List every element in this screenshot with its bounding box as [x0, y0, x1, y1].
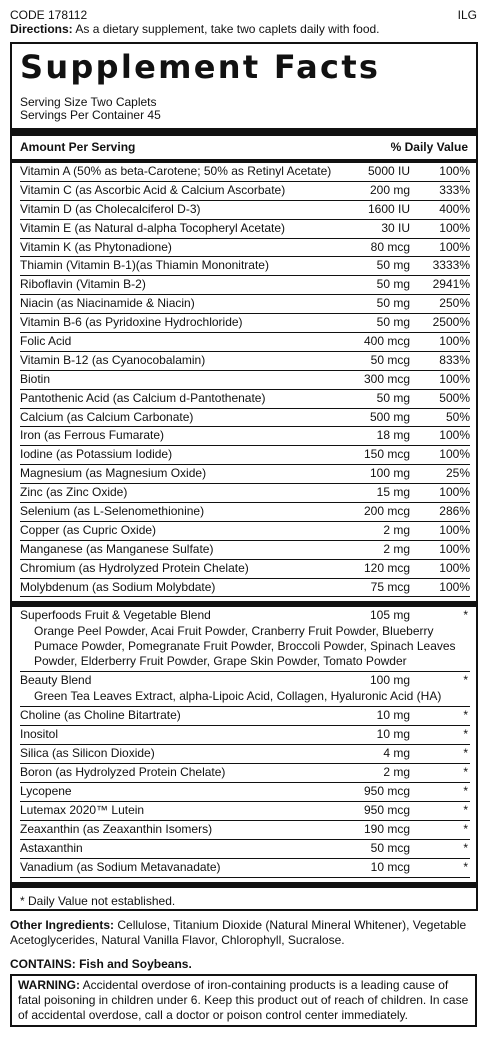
other-ingredients-text: Cellulose, Titanium Dioxide (Natural Mineral Whitener), Vegetable Acetoglycerides, Natural Vanilla Flavor, Chlorophyll, Sucralose.: [10, 918, 467, 947]
nutrient-amount: 50 mg: [376, 390, 410, 405]
nutrient-amount: 105 mg: [369, 608, 410, 623]
nutrient-amount: 18 mg: [376, 428, 410, 443]
nutrient-name: Molybdenum (as Sodium Molybdate): [20, 579, 216, 594]
nutrient-daily-value: 100%: [439, 428, 470, 443]
nutrient-name: Zeaxanthin (as Zeaxanthin Isomers): [20, 821, 213, 836]
nutrient-name: Vitamin E (as Natural d-alpha Tocopheryl Acetate): [20, 220, 286, 235]
nutrient-row: [20, 390, 470, 409]
nutrient-name: Vitamin C (as Ascorbic Acid & Calcium Ascorbate): [20, 182, 286, 197]
nutrient-amount: 50 mg: [376, 296, 410, 311]
nutrient-row: [20, 541, 470, 560]
other-ingredients: [10, 918, 477, 948]
nutrient-name: Pantothenic Acid (as Calcium d-Pantothenate): [20, 390, 266, 405]
serving-size: Serving Size Two Caplets: [20, 95, 157, 109]
daily-value-asterisk: *: [463, 840, 468, 855]
nutrient-amount: 15 mg: [376, 485, 410, 500]
nutrient-daily-value: 25%: [445, 466, 470, 481]
nutrient-amount: 200 mg: [369, 182, 410, 197]
nutrient-daily-value: 100%: [439, 541, 470, 556]
nutrient-row: [20, 427, 470, 446]
nutrient-amount: 10 mg: [376, 708, 410, 723]
nutrient-name: Silica (as Silicon Dioxide): [20, 746, 155, 761]
nutrient-amount: 50 mcg: [370, 352, 410, 367]
divider-footer: [12, 882, 476, 888]
nutrient-name: Iodine (as Potassium Iodide): [20, 447, 173, 462]
nutrient-daily-value: 2500%: [432, 315, 470, 330]
nutrient-row: [20, 560, 470, 579]
supplement-facts-panel: [10, 42, 478, 911]
nutrient-name: Thiamin (Vitamin B-1)(as Thiamin Mononitrate): [20, 258, 269, 273]
nutrient-amount: 75 mcg: [370, 579, 410, 594]
header-amount: Amount Per Serving: [20, 140, 136, 154]
nutrient-daily-value: 250%: [439, 296, 470, 311]
nutrient-name: Vanadium (as Sodium Metavanadate): [20, 859, 221, 874]
nutrient-row: [20, 783, 470, 802]
nutrient-row: [20, 371, 470, 390]
nutrient-name: Vitamin D (as Cholecalciferol D-3): [20, 201, 201, 216]
nutrient-row: [20, 503, 470, 522]
nutrient-daily-value: 100%: [439, 485, 470, 500]
daily-value-asterisk: *: [463, 765, 468, 780]
nutrient-row: [20, 295, 470, 314]
nutrient-row: [20, 707, 470, 726]
nutrient-daily-value: 100%: [439, 447, 470, 462]
daily-value-asterisk: *: [463, 608, 468, 623]
nutrient-daily-value: 100%: [439, 522, 470, 537]
nutrient-amount: 50 mg: [376, 277, 410, 292]
daily-value-asterisk: *: [463, 727, 468, 742]
nutrient-row: [20, 201, 470, 220]
nutrient-daily-value: 400%: [439, 201, 470, 216]
divider-thick: [12, 128, 476, 136]
nutrient-name: Manganese (as Manganese Sulfate): [20, 541, 214, 556]
nutrient-name: Beauty Blend: [20, 673, 92, 688]
header-daily-value: % Daily Value: [390, 140, 468, 154]
nutrient-row: [20, 352, 470, 371]
blend-ingredients: Orange Peel Powder, Acai Fruit Powder, Cranberry Fruit Powder, Blueberry Pumace Powder, Pomegranate Fruit Powder, Broccoli Powder, Spinach Leaves Powder, Elderberry Fruit Powder, Grape Skin Powder, Tomato Powder: [34, 624, 456, 669]
nutrient-row: [20, 607, 470, 672]
nutrient-name: Biotin: [20, 371, 51, 386]
nutrient-name: Choline (as Choline Bitartrate): [20, 708, 181, 723]
nutrient-amount: 50 mg: [376, 258, 410, 273]
nutrient-amount: 10 mcg: [370, 859, 410, 874]
daily-value-asterisk: *: [463, 802, 468, 817]
warning-text: Accidental overdose of iron-containing products is a leading cause of fatal poisoning in children under 6. Keep this product out of reach of children. In case of accidental overdose, call a doctor or poison control center immediately.: [18, 978, 469, 1022]
servings-per-container: Servings Per Container 45: [20, 108, 161, 122]
nutrient-amount: 50 mcg: [370, 840, 410, 855]
nutrient-row: [20, 333, 470, 352]
daily-value-asterisk: *: [463, 784, 468, 799]
nutrient-row: [20, 802, 470, 821]
code-suffix: ILG: [457, 8, 477, 22]
other-nutrient-list: [12, 707, 476, 877]
vitamin-list: [12, 163, 476, 597]
nutrient-row: [20, 484, 470, 503]
daily-value-asterisk: *: [463, 859, 468, 874]
allergen-statement: CONTAINS: Fish and Soybeans.: [10, 957, 192, 971]
nutrient-name: Lutemax 2020™ Lutein: [20, 802, 145, 817]
nutrient-daily-value: 2941%: [432, 277, 470, 292]
nutrient-daily-value: 3333%: [432, 258, 470, 273]
nutrient-name: Inositol: [20, 727, 59, 742]
nutrient-amount: 200 mcg: [363, 504, 410, 519]
nutrient-row: [20, 764, 470, 783]
nutrient-name: Boron (as Hydrolyzed Protein Chelate): [20, 765, 226, 780]
daily-value-asterisk: *: [463, 673, 468, 688]
nutrient-amount: 500 mg: [369, 409, 410, 424]
daily-value-asterisk: *: [463, 746, 468, 761]
nutrient-name: Zinc (as Zinc Oxide): [20, 485, 128, 500]
nutrient-row: [20, 672, 470, 707]
nutrient-row: [20, 745, 470, 764]
nutrient-amount: 2 mg: [383, 522, 410, 537]
label-header: [10, 8, 477, 36]
nutrient-row: [20, 840, 470, 859]
nutrient-row: [20, 821, 470, 840]
nutrient-row: [20, 446, 470, 465]
nutrient-name: Riboflavin (Vitamin B-2): [20, 277, 146, 292]
nutrient-name: Lycopene: [20, 784, 72, 799]
panel-title: Supplement Facts: [20, 48, 381, 86]
nutrient-row: [20, 859, 470, 878]
nutrient-daily-value: 100%: [439, 164, 470, 178]
nutrient-daily-value: 100%: [439, 220, 470, 235]
blend-ingredients: Green Tea Leaves Extract, alpha-Lipoic Acid, Collagen, Hyaluronic Acid (HA): [34, 689, 442, 704]
nutrient-name: Folic Acid: [20, 334, 72, 349]
warning-box: [10, 974, 477, 1027]
nutrient-row: [20, 239, 470, 258]
nutrient-row: [20, 276, 470, 295]
nutrient-row: [20, 163, 470, 182]
blend-list: [12, 607, 476, 707]
nutrient-amount: 1600 IU: [367, 201, 410, 216]
directions: [10, 22, 477, 36]
nutrient-amount: 4 mg: [383, 746, 410, 761]
nutrient-name: Magnesium (as Magnesium Oxide): [20, 466, 207, 481]
other-ingredients-label: Other Ingredients:: [10, 918, 115, 932]
nutrient-row: [20, 220, 470, 239]
nutrient-daily-value: 100%: [439, 371, 470, 386]
directions-label: Directions:: [10, 22, 73, 36]
column-headers: [20, 141, 468, 154]
nutrient-name: Vitamin B-6 (as Pyridoxine Hydrochloride): [20, 315, 243, 330]
nutrient-amount: 300 mcg: [363, 371, 410, 386]
nutrient-amount: 100 mg: [369, 673, 410, 688]
nutrient-daily-value: 833%: [439, 352, 470, 367]
directions-text: As a dietary supplement, take two caplets daily with food.: [72, 22, 380, 36]
product-code: CODE 178112: [10, 8, 88, 22]
nutrient-name: Selenium (as L-Selenomethionine): [20, 504, 205, 519]
nutrient-amount: 80 mcg: [370, 239, 410, 254]
nutrient-daily-value: 100%: [439, 579, 470, 594]
nutrient-daily-value: 100%: [439, 560, 470, 575]
nutrient-row: [20, 579, 470, 598]
nutrient-amount: 100 mg: [369, 466, 410, 481]
nutrient-amount: 2 mg: [383, 541, 410, 556]
nutrient-row: [20, 409, 470, 428]
nutrient-row: [20, 257, 470, 276]
nutrient-name: Vitamin K (as Phytonadione): [20, 239, 172, 254]
nutrient-amount: 30 IU: [381, 220, 410, 235]
nutrient-amount: 5000 IU: [367, 164, 410, 178]
nutrient-name: Iron (as Ferrous Fumarate): [20, 428, 165, 443]
nutrient-amount: 400 mcg: [363, 334, 410, 349]
nutrient-name: Vitamin A (50% as beta-Carotene; 50% as Retinyl Acetate): [20, 164, 332, 178]
nutrient-daily-value: 100%: [439, 239, 470, 254]
nutrient-name: Superfoods Fruit & Vegetable Blend: [20, 608, 211, 623]
nutrient-name: Chromium (as Hydrolyzed Protein Chelate): [20, 560, 249, 575]
nutrient-amount: 190 mcg: [363, 821, 410, 836]
nutrient-amount: 950 mcg: [363, 802, 410, 817]
nutrient-name: Niacin (as Niacinamide & Niacin): [20, 296, 195, 311]
daily-value-asterisk: *: [463, 708, 468, 723]
nutrient-amount: 2 mg: [383, 765, 410, 780]
nutrient-name: Calcium (as Calcium Carbonate): [20, 409, 194, 424]
nutrient-daily-value: 286%: [439, 504, 470, 519]
footnote: * Daily Value not established.: [20, 893, 176, 908]
nutrient-amount: 120 mcg: [363, 560, 410, 575]
nutrient-amount: 10 mg: [376, 727, 410, 742]
nutrient-row: [20, 522, 470, 541]
nutrient-row: [20, 182, 470, 201]
nutrient-daily-value: 50%: [445, 409, 470, 424]
nutrient-daily-value: 100%: [439, 334, 470, 349]
nutrient-daily-value: 333%: [439, 182, 470, 197]
nutrient-row: [20, 726, 470, 745]
nutrient-amount: 50 mg: [376, 315, 410, 330]
nutrient-row: [20, 314, 470, 333]
nutrient-name: Astaxanthin: [20, 840, 83, 855]
nutrient-amount: 950 mcg: [363, 784, 410, 799]
daily-value-asterisk: *: [463, 821, 468, 836]
warning-label: WARNING:: [18, 978, 80, 992]
serving-info: [20, 96, 468, 122]
nutrient-name: Vitamin B-12 (as Cyanocobalamin): [20, 352, 206, 367]
nutrient-daily-value: 500%: [439, 390, 470, 405]
nutrient-row: [20, 465, 470, 484]
nutrient-amount: 150 mcg: [363, 447, 410, 462]
nutrient-name: Copper (as Cupric Oxide): [20, 522, 157, 537]
